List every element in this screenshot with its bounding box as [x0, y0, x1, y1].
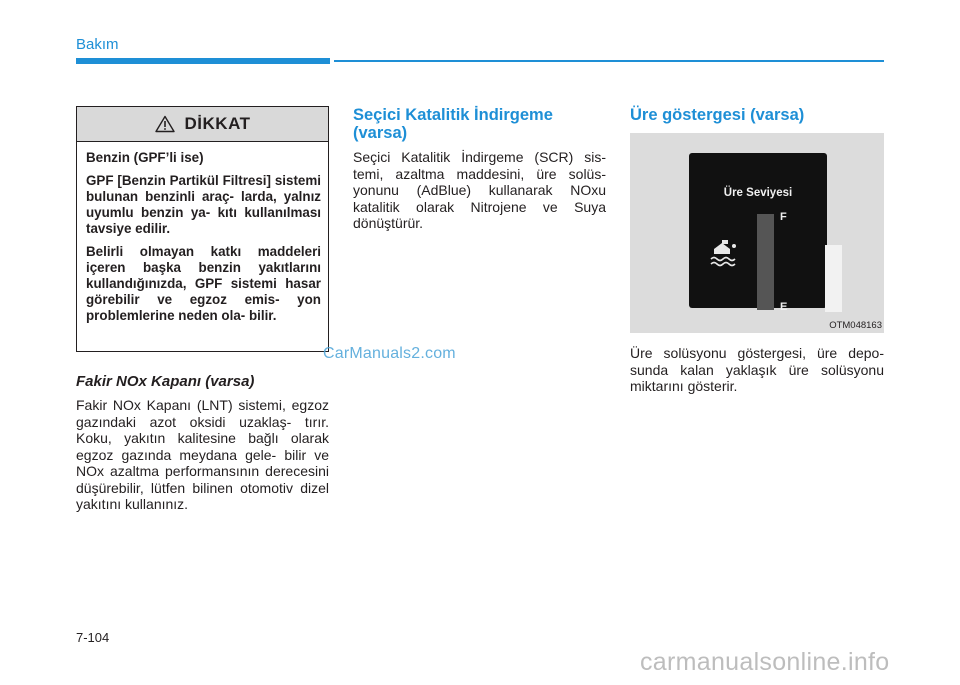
urea-heading: Üre göstergesi (varsa)	[630, 106, 805, 124]
urea-body: Üre solüsyonu göstergesi, üre depo- sunda kalan yaklaşık üre solüsyonu miktarını gösterir.	[630, 345, 884, 394]
figure-code: OTM048163	[829, 320, 882, 331]
caution-paragraph: Belirli olmayan katkı maddeleri içeren başka benzin yakıtlarını kullandığınızda, GPF sistemi hasar görebilir ve egzoz emis- yon problemlerine neden ola- bilir.	[86, 244, 321, 323]
caution-header	[77, 107, 328, 142]
header-rule-thick	[76, 58, 330, 64]
lnt-body: Fakir NOx Kapanı (LNT) sistemi, egzoz gazındaki azot oksidi uzaklaş- tırır. Koku, yakıtın kalitesine bağlı olarak egzoz gazında meydana gele- bilir ve NOx azaltma performansının derecesini düşürebilir, lütfen bilinen otomotiv dizel yakıtını kullanınız.	[76, 397, 329, 512]
section-title: Bakım	[76, 36, 119, 53]
gauge-display	[689, 153, 827, 313]
page-number: 7-104	[76, 630, 110, 645]
gauge-level-bar	[825, 245, 842, 312]
caution-paragraph: GPF [Benzin Partikül Filtresi] sistemi bulunan benzinli araç- larda, yalnız uyumlu benzin ya- kıtı kullanılması tavsiye edilir.	[86, 173, 321, 236]
caution-box	[76, 106, 329, 352]
caution-title: DİKKAT	[184, 114, 251, 133]
gauge-title: Üre Seviyesi	[723, 187, 793, 199]
caution-body	[77, 142, 328, 324]
watermark-text: CarManuals2.com	[323, 345, 456, 362]
urea-gauge-figure	[630, 133, 884, 333]
urea-tank-icon	[708, 235, 742, 269]
warning-triangle-icon	[155, 115, 175, 133]
gauge-empty-label: E	[780, 301, 788, 313]
scr-body: Seçici Katalitik İndirgeme (SCR) sis- temi, azaltma maddesini, üre solüs- yonunu (AdBlue) kullanarak NOxu katalitik olarak Nitrojene ve Suya dönüştürür.	[353, 149, 606, 231]
gauge-track	[757, 214, 774, 310]
gauge-full-label: F	[780, 211, 787, 223]
caution-paragraph: Benzin (GPF’li ise)	[86, 150, 204, 165]
lnt-heading: Fakir NOx Kapanı (varsa)	[76, 373, 255, 390]
header-rule-thin	[334, 60, 884, 62]
footer-watermark: carmanualsonline.info	[640, 648, 890, 676]
scr-heading: Seçici Katalitik İndirgeme (varsa)	[353, 106, 553, 142]
